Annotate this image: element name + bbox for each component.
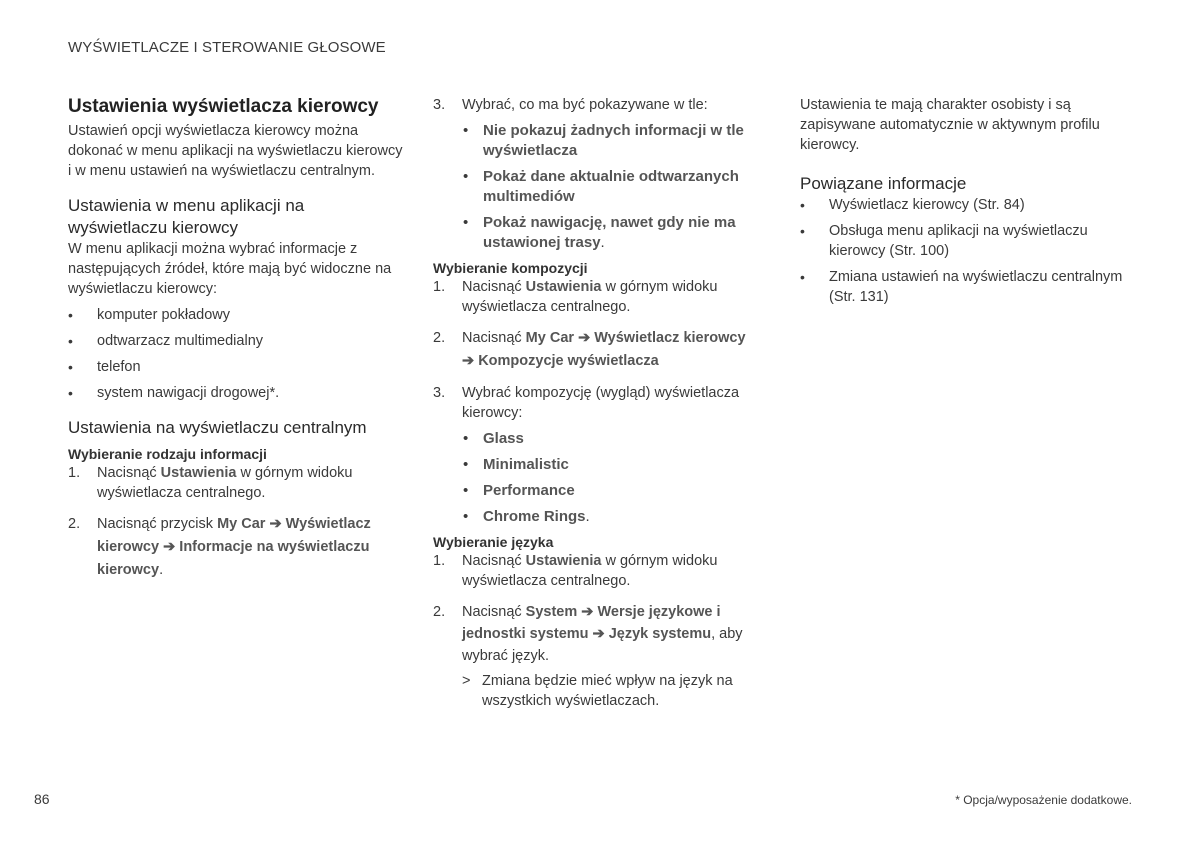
sources-list xyxy=(68,305,403,403)
bullet-icon: • xyxy=(68,333,73,349)
footnote: * Opcja/wyposażenie dodatkowe. xyxy=(955,793,1132,807)
heading-app-menu: Ustawienia w menu aplikacji na wyświetlaczu kierowcy xyxy=(68,196,305,237)
related-link[interactable]: • Wyświetlacz kierowcy (Str. 84) xyxy=(800,197,1025,213)
app-menu-paragraph: W menu aplikacji można wybrać informacje z następujących źródeł, które mają być widoczne na wyświetlaczu kierowcy: xyxy=(68,241,392,297)
list-item: • Chrome Rings. xyxy=(463,508,590,525)
bullet-icon: • xyxy=(68,359,73,375)
bullet-icon: • xyxy=(68,385,73,401)
list-item: • komputer pokładowy xyxy=(68,307,230,323)
result-marker: > xyxy=(462,673,471,689)
related-link[interactable]: • Obsługa menu aplikacji na wyświetlaczu kierowcy (Str. 100) xyxy=(800,223,1088,259)
arrow-right-icon: ➔ xyxy=(269,516,282,532)
bullet-icon: • xyxy=(463,456,469,473)
step-item: 3. Wybrać, co ma być pokazywane w tle: xyxy=(433,97,708,113)
list-item: • Minimalistic xyxy=(463,456,569,473)
list-item: • Pokaż nawigację, nawet gdy nie ma ustawionej trasy. xyxy=(463,214,736,251)
step-result: > Zmiana będzie mieć wpływ na język na wszystkich wyświetlaczach. xyxy=(462,673,733,709)
step-item: 2. Nacisnąć System ➔ Wersje językowe i jednostki systemu ➔ Język systemu, aby wybrać język. xyxy=(433,604,743,664)
subheading-info-type: Wybieranie rodzaju informacji xyxy=(68,446,267,462)
step-item: 2. Nacisnąć My Car ➔ Wyświetlacz kierowcy ➔ Kompozycje wyświetlacza xyxy=(433,330,746,369)
related-link[interactable]: • Zmiana ustawień na wyświetlaczu centralnym (Str. 131) xyxy=(800,269,1123,305)
intro-paragraph: Ustawień opcji wyświetlacza kierowcy można dokonać w menu aplikacji na wyświetlaczu kierowcy i w menu ustawień na wyświetlaczu centralnym. xyxy=(68,123,403,179)
list-item: • system nawigacji drogowej*. xyxy=(68,385,280,401)
column-right xyxy=(800,95,1140,307)
bullet-icon: • xyxy=(463,508,469,525)
step-item: 1. Nacisnąć Ustawienia w górnym widoku wyświetlacza centralnego. xyxy=(68,465,353,501)
bullet-icon: • xyxy=(463,168,469,185)
note-paragraph: Ustawienia te mają charakter osobisty i są zapisywane automatycznie w aktywnym profilu kierowcy. xyxy=(800,97,1100,153)
bullet-icon: • xyxy=(463,122,469,139)
heading-central-display: Ustawienia na wyświetlaczu centralnym xyxy=(68,418,367,437)
bullet-icon: • xyxy=(800,197,805,213)
arrow-right-icon: ➔ xyxy=(581,604,594,620)
bullet-icon: • xyxy=(800,269,805,285)
bullet-icon: • xyxy=(463,482,469,499)
heading-related-info: Powiązane informacje xyxy=(800,174,967,193)
arrow-right-icon: ➔ xyxy=(163,539,176,555)
list-item: • Performance xyxy=(463,482,575,499)
subheading-language: Wybieranie języka xyxy=(433,534,554,550)
page-number: 86 xyxy=(34,791,50,807)
step-item: 1. Nacisnąć Ustawienia w górnym widoku wyświetlacza centralnego. xyxy=(433,553,718,589)
bullet-icon: • xyxy=(68,307,73,323)
bullet-icon: • xyxy=(800,223,805,239)
column-middle xyxy=(433,95,773,711)
list-item: • Pokaż dane aktualnie odtwarzanych multimediów xyxy=(463,168,739,205)
subheading-composition: Wybieranie kompozycji xyxy=(433,260,588,276)
arrow-right-icon: ➔ xyxy=(578,330,591,346)
list-item: • odtwarzacz multimedialny xyxy=(68,333,264,349)
list-item: • Nie pokazuj żadnych informacji w tle wyświetlacza xyxy=(463,122,744,159)
column-left xyxy=(68,95,403,582)
step-item: 3. Wybrać kompozycję (wygląd) wyświetlacza kierowcy: xyxy=(433,385,740,421)
arrow-right-icon: ➔ xyxy=(592,626,605,642)
step-item: 2. Nacisnąć przycisk My Car ➔ Wyświetlacz kierowcy ➔ Informacje na wyświetlaczu kierowcy. xyxy=(68,516,371,578)
list-item: • telefon xyxy=(68,359,141,375)
arrow-right-icon: ➔ xyxy=(462,353,475,369)
list-item: • Glass xyxy=(463,430,524,447)
bullet-icon: • xyxy=(463,430,469,447)
section-header: WYŚWIETLACZE I STEROWANIE GŁOSOWE xyxy=(68,39,386,56)
page-title: Ustawienia wyświetlacza kierowcy xyxy=(68,96,379,117)
step-item: 1. Nacisnąć Ustawienia w górnym widoku wyświetlacza centralnego. xyxy=(433,279,718,315)
bullet-icon: • xyxy=(463,214,469,231)
